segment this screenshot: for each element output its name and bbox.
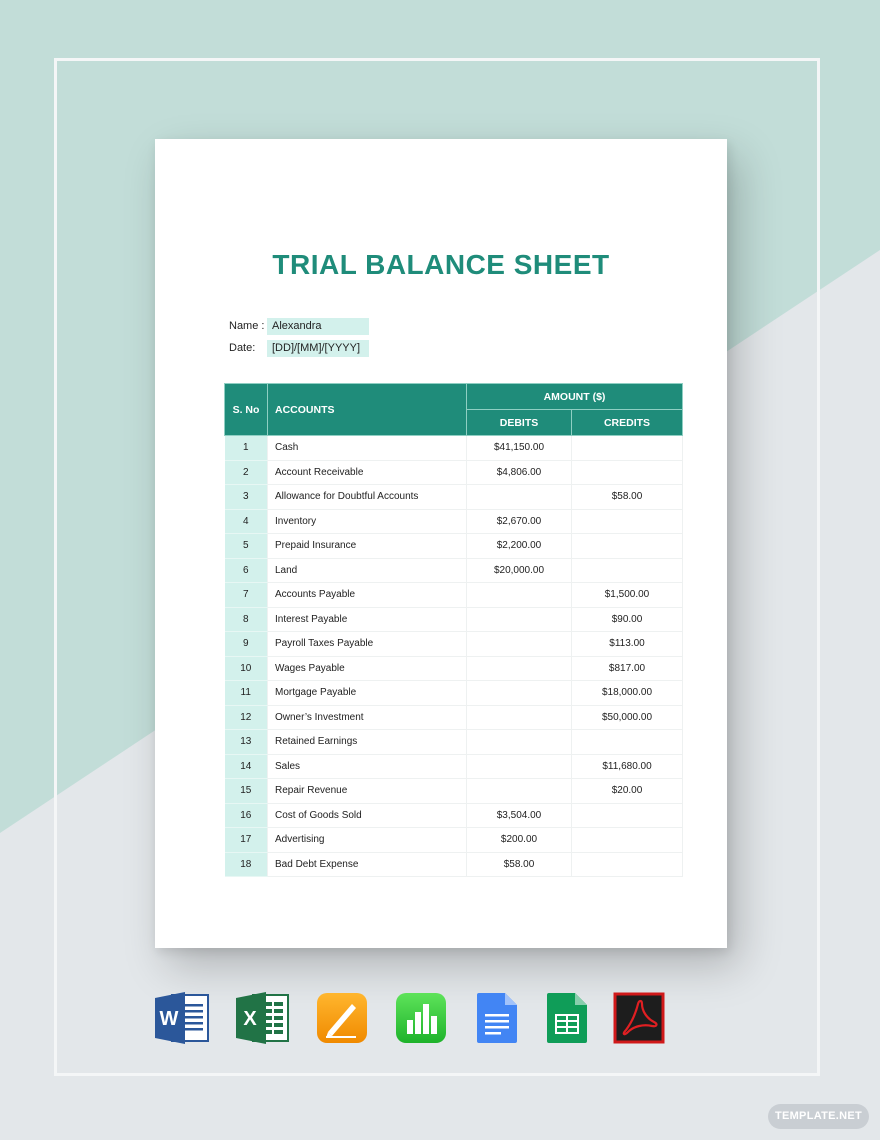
row-credit [572,803,683,828]
row-debit [467,779,572,804]
header-debits: DEBITS [467,410,572,436]
row-account: Repair Revenue [268,779,467,804]
row-account: Payroll Taxes Payable [268,632,467,657]
header-credits: CREDITS [572,410,683,436]
google-docs-icon[interactable] [471,992,525,1044]
row-credit: $1,500.00 [572,583,683,608]
row-account: Accounts Payable [268,583,467,608]
row-account: Cost of Goods Sold [268,803,467,828]
row-sno: 7 [225,583,268,608]
row-account: Prepaid Insurance [268,534,467,559]
row-account: Interest Payable [268,607,467,632]
table-row [225,583,683,608]
table-row [225,485,683,510]
row-debit [467,705,572,730]
row-account: Retained Earnings [268,730,467,755]
row-debit: $200.00 [467,828,572,853]
row-debit [467,754,572,779]
row-account: Inventory [268,509,467,534]
header-sno: S. No [225,384,268,436]
row-debit [467,607,572,632]
row-credit: $20.00 [572,779,683,804]
row-sno: 1 [225,436,268,461]
numbers-icon[interactable] [395,992,449,1044]
excel-icon[interactable] [236,992,290,1044]
row-sno: 18 [225,852,268,877]
table-row [225,632,683,657]
trial-balance-table [224,383,683,877]
table-row [225,460,683,485]
row-credit: $50,000.00 [572,705,683,730]
row-account: Land [268,558,467,583]
table-body [225,436,683,877]
row-debit [467,681,572,706]
row-credit [572,558,683,583]
word-icon[interactable] [155,992,209,1044]
date-field[interactable]: [DD]/[MM]/[YYYY] [267,340,369,357]
row-credit: $11,680.00 [572,754,683,779]
row-credit: $90.00 [572,607,683,632]
row-sno: 3 [225,485,268,510]
table-row [225,730,683,755]
name-field[interactable]: Alexandra [267,318,369,335]
row-account: Account Receivable [268,460,467,485]
row-debit: $2,670.00 [467,509,572,534]
row-account: Cash [268,436,467,461]
header-accounts: ACCOUNTS [268,384,467,436]
row-credit [572,509,683,534]
row-credit [572,534,683,559]
row-credit [572,730,683,755]
row-debit: $58.00 [467,852,572,877]
row-sno: 2 [225,460,268,485]
template-net-badge[interactable]: TEMPLATE.NET [768,1104,869,1129]
row-sno: 6 [225,558,268,583]
table-row [225,803,683,828]
table-row [225,509,683,534]
row-credit: $817.00 [572,656,683,681]
row-debit [467,730,572,755]
pages-icon[interactable] [316,992,370,1044]
table-row [225,436,683,461]
row-sno: 5 [225,534,268,559]
row-account: Allowance for Doubtful Accounts [268,485,467,510]
row-sno: 14 [225,754,268,779]
row-debit: $2,200.00 [467,534,572,559]
table-row [225,852,683,877]
name-label: Name : [229,320,265,332]
acrobat-pdf-icon[interactable] [612,992,666,1044]
row-debit [467,485,572,510]
row-credit [572,436,683,461]
row-sno: 15 [225,779,268,804]
row-debit [467,656,572,681]
row-debit: $4,806.00 [467,460,572,485]
row-credit [572,828,683,853]
document-page [155,139,727,948]
format-icons-bar [0,992,880,1048]
row-debit: $20,000.00 [467,558,572,583]
row-account: Sales [268,754,467,779]
table-row [225,558,683,583]
row-debit [467,583,572,608]
date-label: Date: [229,342,256,354]
row-credit [572,852,683,877]
google-sheets-icon[interactable] [541,992,595,1044]
row-debit: $3,504.00 [467,803,572,828]
table-row [225,705,683,730]
table-row [225,779,683,804]
row-credit [572,460,683,485]
svg-text:W: W [159,1008,179,1030]
row-sno: 9 [225,632,268,657]
row-account: Mortgage Payable [268,681,467,706]
table-row [225,681,683,706]
table-row [225,656,683,681]
row-sno: 4 [225,509,268,534]
header-amount: AMOUNT ($) [467,384,683,410]
row-account: Bad Debt Expense [268,852,467,877]
row-sno: 10 [225,656,268,681]
row-debit [467,632,572,657]
row-sno: 8 [225,607,268,632]
row-debit: $41,150.00 [467,436,572,461]
row-sno: 13 [225,730,268,755]
row-account: Advertising [268,828,467,853]
row-sno: 11 [225,681,268,706]
table-row [225,607,683,632]
row-sno: 17 [225,828,268,853]
table-row [225,828,683,853]
row-credit: $58.00 [572,485,683,510]
row-account: Wages Payable [268,656,467,681]
row-sno: 16 [225,803,268,828]
table-row [225,754,683,779]
row-credit: $113.00 [572,632,683,657]
document-title: TRIAL BALANCE SHEET [272,249,610,280]
svg-text:X: X [243,1008,257,1030]
table-row [225,534,683,559]
row-account: Owner’s Investment [268,705,467,730]
row-credit: $18,000.00 [572,681,683,706]
row-sno: 12 [225,705,268,730]
